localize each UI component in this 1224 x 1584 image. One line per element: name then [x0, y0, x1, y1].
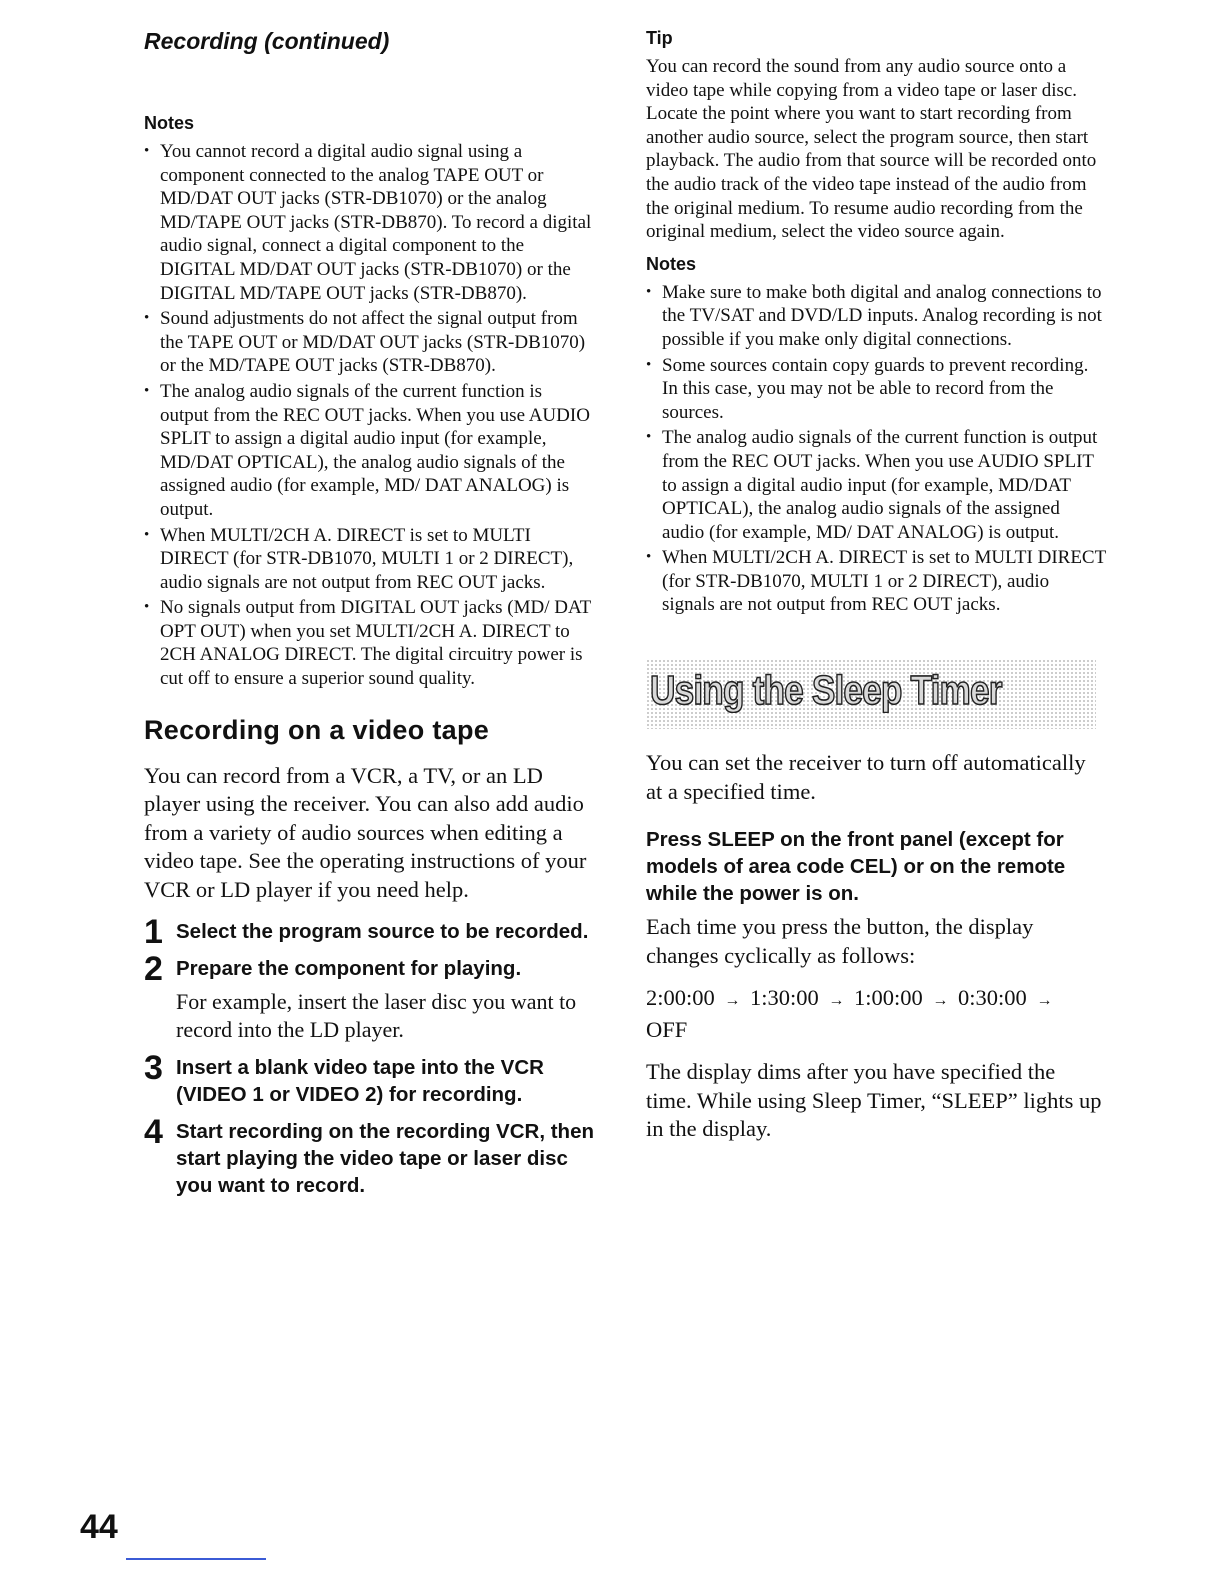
running-head: Recording (continued) — [144, 28, 390, 54]
arrow-right-icon: → — [932, 992, 949, 1010]
right-notes-heading: Notes — [646, 253, 697, 274]
sleep-instruction: Press SLEEP on the front panel (except for models of area code CEL) or on the remote while the power is on. — [646, 828, 1066, 906]
step-3 — [144, 1049, 594, 1108]
sleep-timer-banner — [646, 659, 1096, 729]
footer-rule — [126, 1558, 266, 1560]
section-title-video-tape: Recording on a video tape — [144, 714, 490, 745]
arrow-right-icon: → — [724, 992, 741, 1010]
sequence-value: 0:30:00 — [958, 985, 1027, 1011]
step-body: For example, insert the laser disc you want to record into the LD player. — [176, 989, 577, 1043]
step-number: 3 — [144, 1049, 163, 1088]
tip-body: You can record the sound from any audio source onto a video tape while copying from a video tape or laser disc. Locate the point where you want to start recording from another audio source, select the program source, then start playback. The audio from that source will be recorded onto the audio track of the video tape instead of the audio from the original medium. To resume audio recording from the original medium, select the video source again. — [646, 56, 1097, 243]
step-4 — [144, 1113, 595, 1199]
step-number: 1 — [144, 913, 163, 952]
tip-heading: Tip — [646, 28, 673, 48]
step-title: Insert a blank video tape into the VCR (VIDEO 1 or VIDEO 2) for recording. — [176, 1056, 544, 1107]
step-number: 2 — [144, 950, 163, 989]
left-notes-list — [144, 140, 594, 691]
left-notes-heading: Notes — [144, 113, 195, 133]
step-2 — [144, 950, 594, 1044]
list-item: • When MULTI/2CH A. DIRECT is set to MULTI DIRECT (for STR-DB1070, MULTI 1 or 2 DIRECT), audio signals are not output from REC OUT jacks. — [144, 524, 594, 595]
sleep-closing-text: The display dims after you have specified the time. While using Sleep Timer, “SLEEP” lights up in the display. — [646, 1059, 1102, 1142]
sleep-instruction-body: Each time you press the button, the display changes cyclically as follows: — [646, 914, 1034, 968]
sequence-value: 1:00:00 — [854, 985, 923, 1011]
right-notes-list — [646, 281, 1106, 617]
list-item: • The analog audio signals of the current function is output from the REC OUT jacks. When you use AUDIO SPLIT to assign a digital audio input (for example, MD/DAT OPTICAL), the analog audio signals of the assigned audio (for example, MD/ DAT ANALOG) is output. — [646, 426, 1106, 544]
left-column — [144, 28, 594, 1209]
step-1 — [144, 913, 594, 952]
list-item: • When MULTI/2CH A. DIRECT is set to MULTI DIRECT (for STR-DB1070, MULTI 1 or 2 DIRECT), audio signals are not output from REC OUT jacks. — [646, 546, 1106, 617]
sleep-timer-intro: You can set the receiver to turn off automatically at a specified time. — [646, 750, 1086, 804]
arrow-right-icon: → — [828, 992, 845, 1010]
sequence-value: OFF — [646, 1016, 688, 1042]
list-item: • Make sure to make both digital and analog connections to the TV/SAT and DVD/LD inputs. Analog recording is not possible if you make only digital connections. — [646, 281, 1106, 352]
list-item: • You cannot record a digital audio signal using a component connected to the analog TAPE OUT or MD/DAT OUT jacks (STR-DB1070) or the analog MD/TAPE OUT jacks (STR-DB870). To record a digital audio signal, connect a digital component to the DIGITAL MD/DAT OUT jacks (STR-DB1070) or the DIGITAL MD/TAPE OUT jacks (STR-DB870). — [144, 140, 594, 305]
step-title: Select the program source to be recorded. — [176, 920, 589, 944]
step-title: Prepare the component for playing. — [176, 957, 522, 981]
list-item: • The analog audio signals of the current function is output from the REC OUT jacks. When you use AUDIO SPLIT to assign a digital audio input (for example, MD/DAT OPTICAL), the analog audio signals of the assigned audio (for example, MD/ DAT ANALOG) is output. — [144, 380, 594, 522]
sleep-sequence — [646, 984, 1106, 1044]
video-tape-intro: You can record from a VCR, a TV, or an LD player using the receiver. You can also add audio from a variety of audio sources when editing a video tape. See the operating instructions of your VCR or LD player if you need help. — [144, 762, 587, 902]
step-number: 4 — [144, 1113, 163, 1152]
list-item: • Some sources contain copy guards to prevent recording. In this case, you may not be able to record from the sources. — [646, 354, 1106, 425]
banner-title: Using the Sleep Timer — [650, 667, 1002, 714]
sequence-value: 1:30:00 — [750, 985, 819, 1011]
page-number: 44 — [80, 1508, 118, 1546]
sequence-value: 2:00:00 — [646, 985, 715, 1011]
list-item: • Sound adjustments do not affect the signal output from the TAPE OUT or MD/DAT OUT jacks (STR-DB1070) or the MD/TAPE OUT jacks (STR-DB870). — [144, 307, 594, 378]
arrow-right-icon: → — [1036, 992, 1053, 1010]
right-column — [646, 28, 1106, 1158]
list-item: • No signals output from DIGITAL OUT jacks (MD/ DAT OPT OUT) when you set MULTI/2CH A. DIRECT to 2CH ANALOG DIRECT. The digital circuitry power is cut off to ensure a superior sound quality. — [144, 596, 594, 690]
step-title: Start recording on the recording VCR, then start playing the video tape or laser disc you want to record. — [176, 1120, 595, 1198]
